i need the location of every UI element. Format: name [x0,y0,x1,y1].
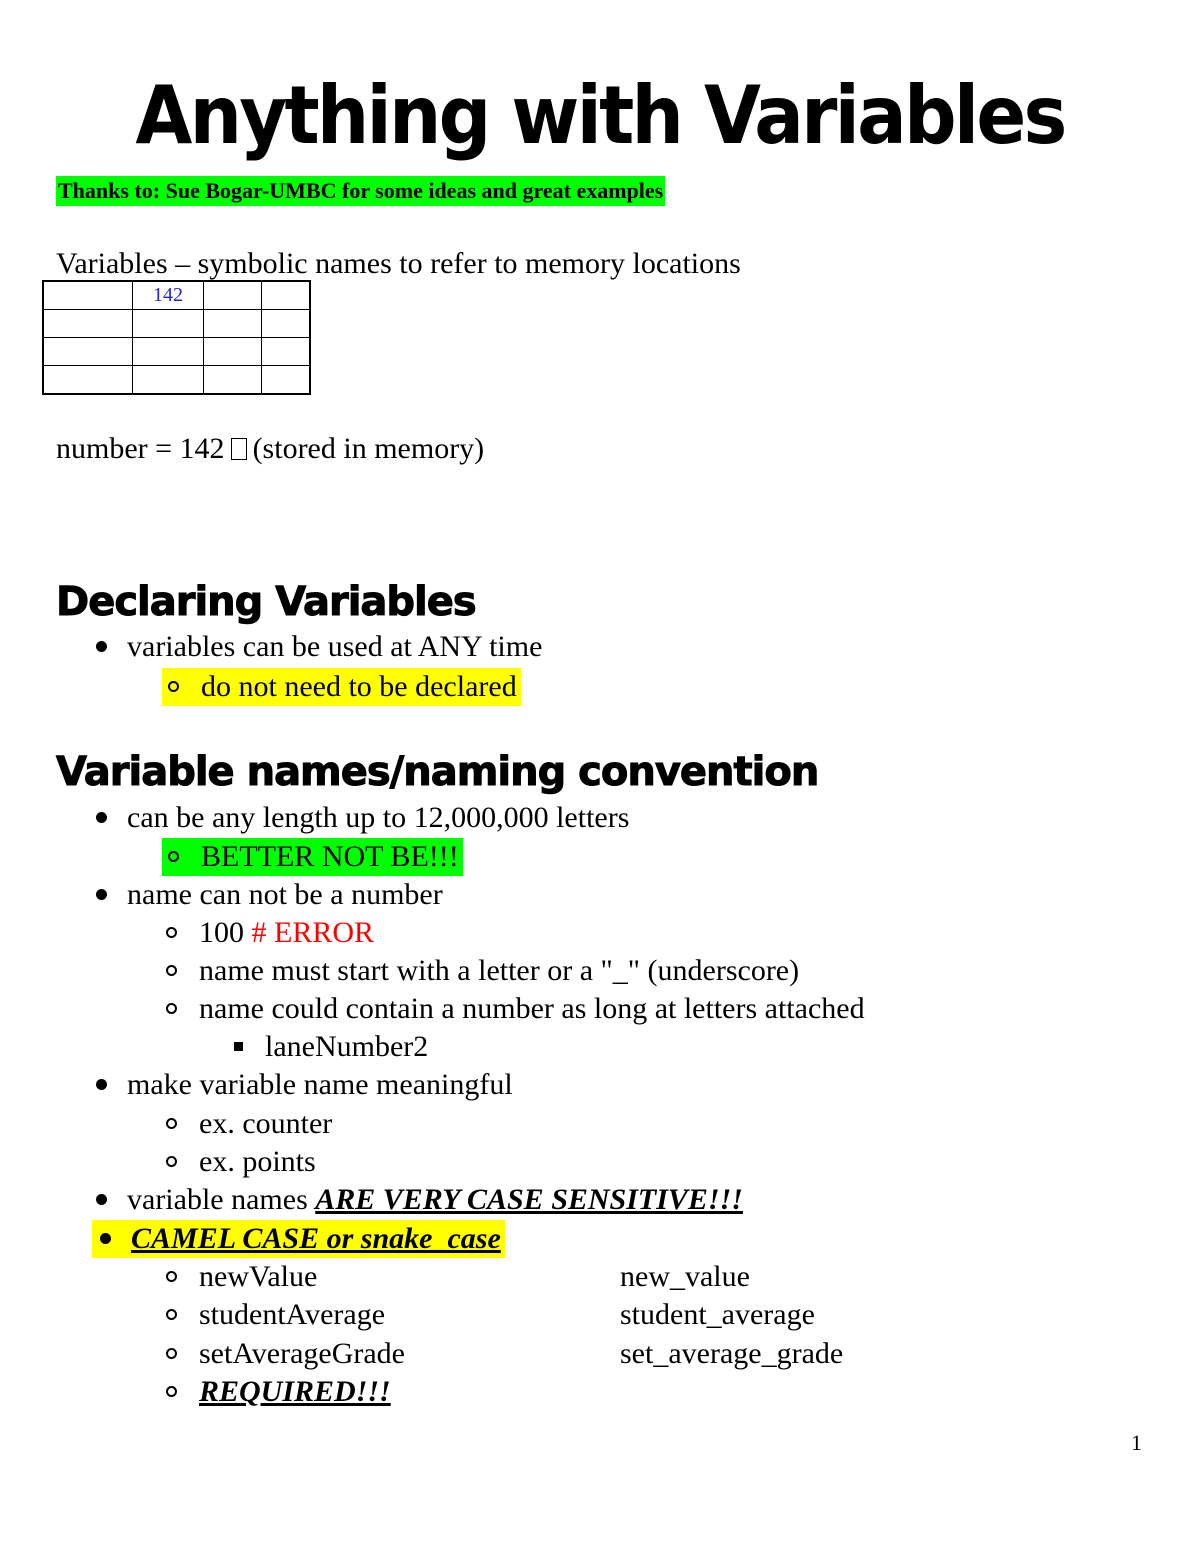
emphasis-text: ARE VERY CASE SENSITIVE!!! [315,1183,743,1216]
circle-bullet-icon [166,965,177,976]
square-bullet-icon [234,1042,243,1051]
emphasis-text: REQUIRED!!! [199,1375,391,1408]
circle-bullet-icon [166,1118,177,1129]
circle-bullet-icon [166,1156,177,1167]
list-item [96,1181,743,1219]
list-item [162,838,463,876]
list-item-text: do not need to be declared [201,670,517,703]
list-item [92,1220,505,1258]
bullet-icon [96,1079,107,1090]
list-item [166,1296,385,1334]
section-heading-declaring: Declaring Variables [56,579,476,625]
bullet-icon [96,641,107,652]
list-item-text: ex. points [199,1145,316,1178]
circle-bullet-icon [166,1309,177,1320]
assignment-expression: number = 142 [56,432,225,465]
circle-bullet-icon [166,1271,177,1282]
list-item [166,1373,391,1411]
list-item-text: name could contain a number as long at letters attached [199,992,865,1025]
circle-bullet-icon [166,927,177,938]
list-item-text: can be any length up to 12,000,000 letters [127,801,630,834]
list-item [166,1335,405,1373]
bullet-icon [96,812,107,823]
list-item-text: BETTER NOT BE!!! [201,840,459,873]
circle-bullet-icon [166,1003,177,1014]
camel-case-example: newValue [199,1260,318,1293]
list-item [96,876,443,914]
snake-case-example: new_value [620,1260,750,1293]
list-item [166,1258,317,1296]
bullet-icon [96,889,107,900]
assignment-line [56,431,484,467]
snake-case-example: student_average [620,1298,815,1331]
list-item [234,1028,428,1066]
memory-cell [262,281,311,310]
camel-case-example: studentAverage [199,1298,386,1331]
list-item [166,1143,316,1181]
circle-bullet-icon [166,1386,177,1397]
page-number: 1 [1131,1430,1142,1455]
circle-bullet-icon [168,851,179,862]
thanks-note: Thanks to: Sue Bogar-UMBC for some ideas and great examples [56,176,665,206]
list-item-text: ex. counter [199,1107,333,1140]
list-item [96,799,629,837]
list-item [166,952,799,990]
assignment-note: (stored in memory) [252,432,485,465]
memory-cell-value: 142 [133,281,204,310]
page-title: Anything with Variables [135,69,1065,162]
list-item-text: make variable name meaningful [127,1068,513,1101]
list-item [166,990,865,1028]
snake-case-example: set_average_grade [620,1337,844,1370]
list-item-text: laneNumber2 [265,1030,429,1063]
list-item [166,914,374,952]
camel-case-example: setAverageGrade [199,1337,405,1370]
list-item-text: 100 [199,916,244,949]
circle-bullet-icon [168,681,179,692]
list-item [162,668,521,706]
bullet-icon [96,1194,107,1205]
memory-cell [43,281,133,310]
list-item-text: name can not be a number [127,878,443,911]
list-item [166,1105,332,1143]
list-item [96,628,542,666]
error-text: # ERROR [251,916,375,949]
memory-cell [204,281,262,310]
variables-definition: Variables – symbolic names to refer to memory locations [56,247,741,280]
bullet-icon [100,1233,111,1244]
list-item [96,1066,513,1104]
section-heading-naming: Variable names/naming convention [56,749,819,795]
list-item-text: name must start with a letter or a "_" (underscore) [199,954,800,987]
memory-grid [42,280,311,395]
emphasis-text: CAMEL CASE or snake_case [131,1222,501,1255]
list-item-text: variables can be used at ANY time [127,630,543,663]
list-item-text: variable names [127,1183,308,1216]
arrow-icon [231,438,247,460]
circle-bullet-icon [166,1348,177,1359]
